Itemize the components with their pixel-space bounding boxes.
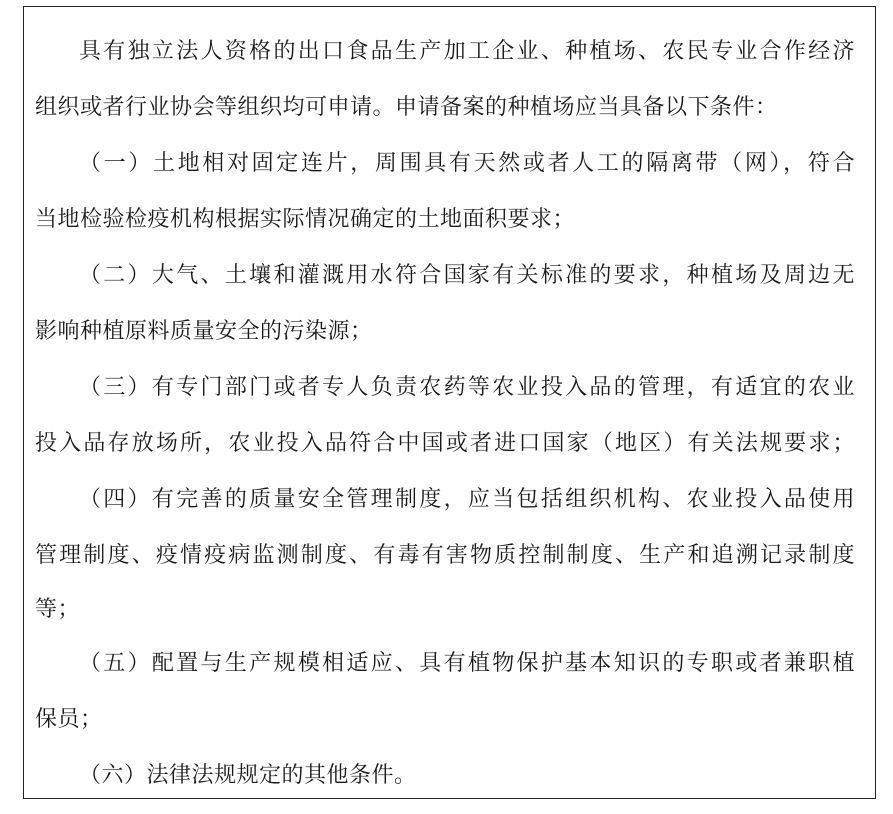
paragraph-intro [35,24,855,136]
text-line: （六）法律法规规定的其他条件。 [79,763,417,788]
text-line: 管理制度、疫情疫病监测制度、有毒有害物质控制制度、生产和追溯记录制度 [35,543,855,568]
text-line: 投入品存放场所，农业投入品符合中国或者进口国家（地区）有关法规要求； [35,431,855,456]
paragraph-item-3 [35,360,855,472]
paragraph-item-4 [35,472,855,636]
paragraph-item-5 [35,636,855,748]
text-line: （一）土地相对固定连片，周围具有天然或者人工的隔离带（网），符合 [79,151,855,176]
text-line: （二）大气、土壤和灌溉用水符合国家有关标准的要求，种植场及周边无 [79,263,855,288]
text-line: （四）有完善的质量安全管理制度，应当包括组织机构、农业投入品使用 [79,487,855,512]
paragraph-item-6 [35,748,855,804]
paragraph-item-2 [35,248,855,360]
text-line: （三）有专门部门或者专人负责农药等农业投入品的管理，有适宜的农业 [79,375,855,400]
text-line: （五）配置与生产规模相适应、具有植物保护基本知识的专职或者兼职植 [79,651,855,676]
paragraph-item-1 [35,136,855,248]
text-line: 当地检验检疫机构根据实际情况确定的土地面积要求； [35,207,576,232]
text-line: 具有独立法人资格的出口食品生产加工企业、种植场、农民专业合作经济 [79,39,855,64]
text-line: 影响种植原料质量安全的污染源； [35,319,373,344]
text-line: 等； [35,597,81,622]
text-line: 保员； [35,707,103,732]
text-line: 组织或者行业协会等组织均可申请。申请备案的种植场应当具备以下条件： [35,95,778,120]
